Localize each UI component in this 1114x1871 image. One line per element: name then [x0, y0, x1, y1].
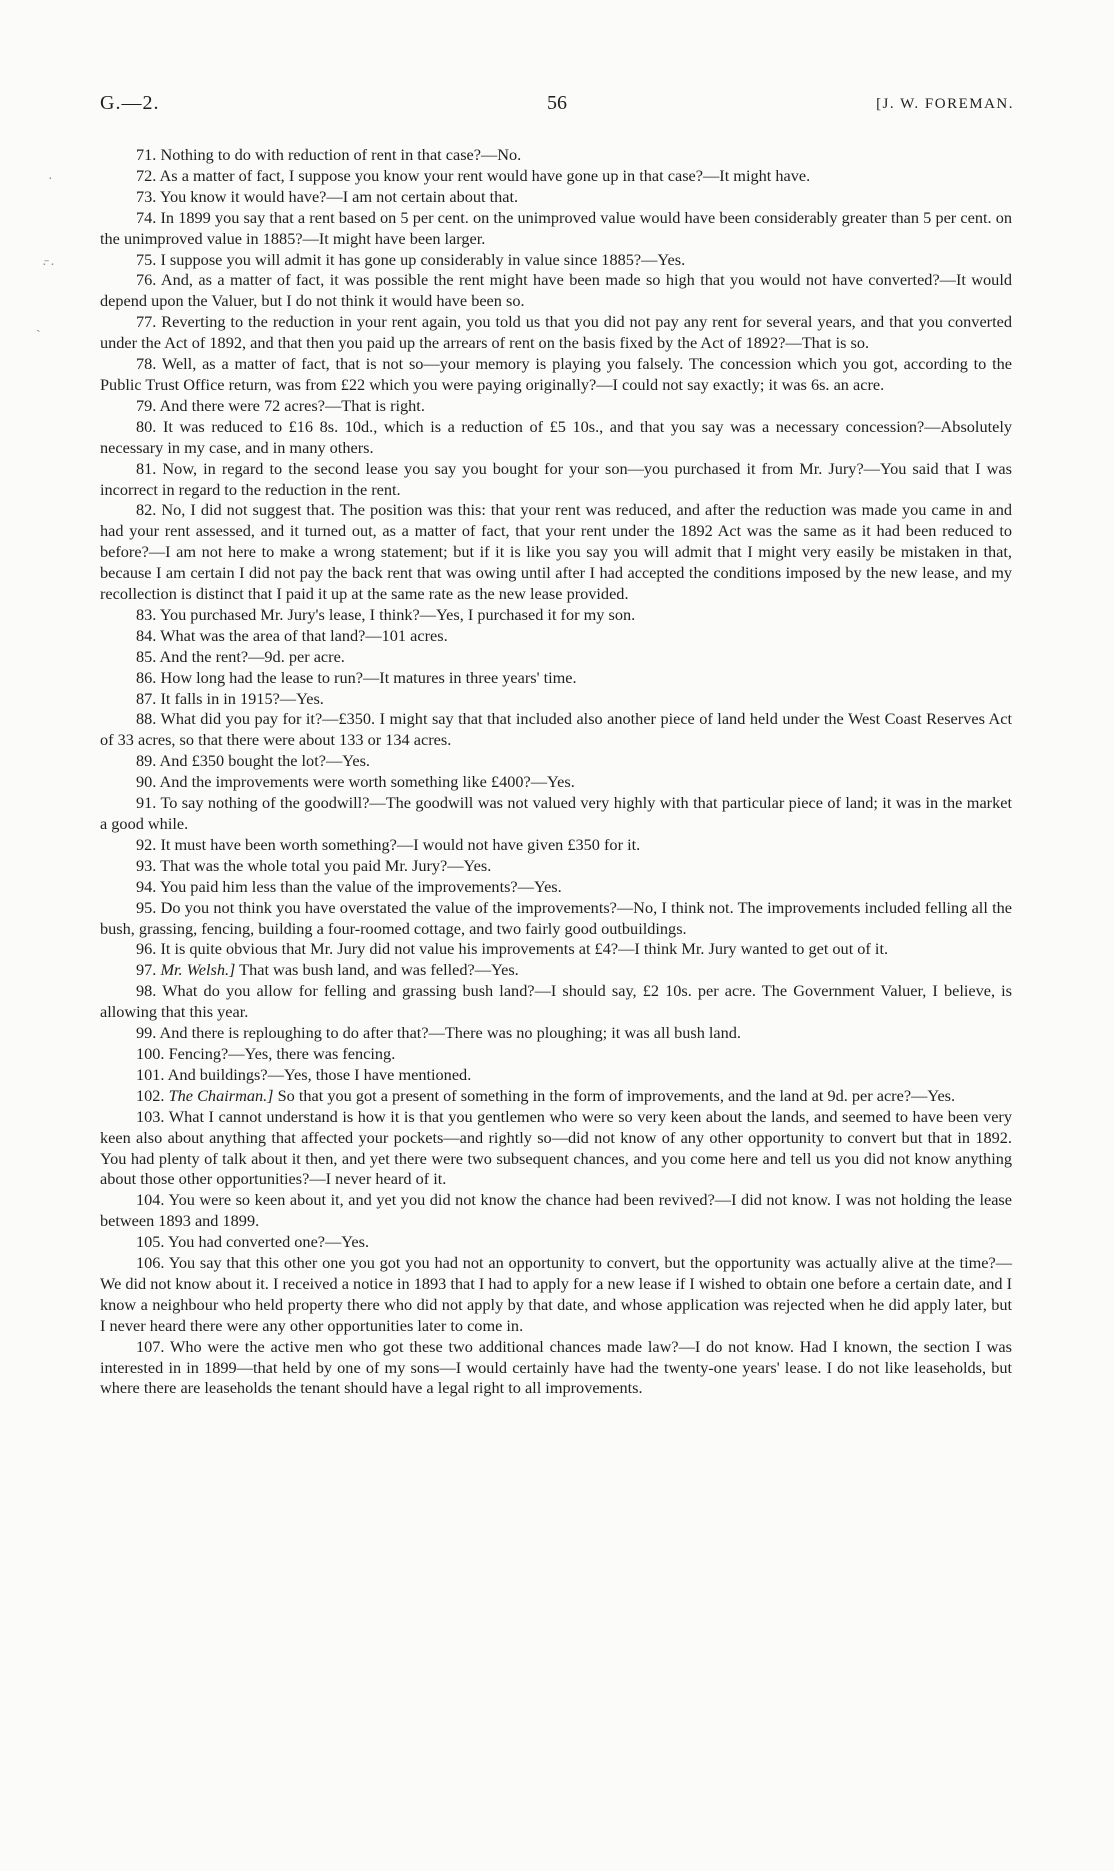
question-answer-paragraph	[100, 605, 1012, 626]
question-answer-text: Who were the active men who got these two additional chances made law?—I do not know. Had I known, the section I was interested in in 1899—that held by one of my sons—I would certainly have had the twenty-one years' lease. I do not like leaseholds, but where there are leaseholds the tenant should have a legal right to all improvements.	[100, 1336, 1012, 1398]
question-number: 82.	[136, 500, 157, 520]
question-answer-text: And buildings?—Yes, those I have mentioned.	[167, 1064, 472, 1084]
question-number: 106.	[136, 1253, 165, 1273]
question-number: 107.	[136, 1336, 165, 1356]
question-answer-paragraph	[100, 751, 1012, 772]
question-number: 71.	[136, 145, 157, 164]
question-answer-text: Do you not think you have overstated the value of the improvements?—No, I think not. The improvements included felling all the bush, grassing, fencing, building a four-roomed cottage, and two fairly good outbuildings.	[100, 897, 1012, 938]
question-number: 77.	[136, 312, 157, 332]
margin-mark: ·	[48, 172, 53, 187]
question-number: 73.	[136, 186, 157, 206]
question-answer-text: And the improvements were worth something like £400?—Yes.	[159, 772, 575, 792]
question-number: 98.	[136, 981, 157, 1001]
question-answer-paragraph	[100, 981, 1012, 1023]
question-answer-text: In 1899 you say that a rent based on 5 per cent. on the unimproved value would have been considerably greater than 5 per cent. on the unimproved value in 1885?—It might have been larger.	[100, 207, 1012, 248]
question-answer-text: You say that this other one you got you had not an opportunity to convert, but the opportunity was actually alive at the time?—We did not know about it. I received a notice in 1893 that I had to apply for a new lease if I wished to obtain one before a certain date, and I know a neighbour who held property there who did not apply by that date, and whose application was rejected when he did apply later, but I never heard there were any other opportunities later to come in.	[100, 1253, 1012, 1335]
question-answer-paragraph	[100, 877, 1012, 898]
question-answer-paragraph	[100, 312, 1012, 354]
question-answer-text: Well, as a matter of fact, that is not so—your memory is playing you falsely. The concession which you got, according to the Public Trust Office return, was from £22 which you were paying originally?—I could not say exactly; it was 6s. an acre.	[100, 354, 1013, 394]
question-answer-text: What was the area of that land?—101 acres.	[160, 625, 448, 645]
margin-mark: ˏ	[36, 318, 41, 333]
question-answer-text: You had converted one?—Yes.	[167, 1232, 370, 1252]
question-answer-paragraph	[100, 626, 1012, 647]
question-number: 94.	[136, 876, 157, 896]
question-answer-text: What did you pay for it?—£350. I might say that that included also another piece of land held under the West Coast Reserves Act of 33 acres, so that there were about 133 or 134 acres.	[100, 709, 1012, 750]
question-number: 92.	[136, 834, 157, 854]
question-answer-paragraph	[100, 939, 1012, 960]
question-number: 80.	[136, 416, 157, 436]
question-answer-paragraph	[100, 835, 1012, 856]
question-answer-text: So that you got a present of something in the form of improvements, and the land at 9d. per acre?—Yes.	[277, 1085, 956, 1105]
question-number: 78.	[136, 354, 157, 374]
testimony-body	[100, 145, 1012, 1399]
question-number: 91.	[136, 793, 157, 813]
question-number: 103.	[136, 1106, 165, 1126]
question-answer-text: As a matter of fact, I suppose you know your rent would have gone up in that case?—It might have.	[159, 165, 811, 185]
page-header	[100, 92, 1014, 122]
question-answer-paragraph	[100, 856, 1012, 877]
question-answer-text: It was reduced to £16 8s. 10d., which is a reduction of £5 10s., and that you say was a necessary concession?—Absolutely necessary in my case, and in many others.	[100, 416, 1012, 457]
question-answer-text: What do you allow for felling and grassing bush land?—I should say, £2 10s. per acre. The Government Valuer, I believe, is allowing that this year.	[100, 981, 1013, 1022]
question-answer-paragraph	[100, 772, 1012, 793]
witness-name: [J. W. FOREMAN.	[876, 96, 1014, 112]
question-number: 88.	[136, 709, 157, 729]
speaker-label: The Chairman.]	[168, 1085, 274, 1105]
question-number: 90.	[136, 772, 157, 792]
question-answer-text: You paid him less than the value of the improvements?—Yes.	[159, 876, 562, 896]
question-answer-paragraph	[100, 459, 1012, 501]
margin-mark: ·̄ ·	[42, 258, 55, 273]
question-number: 95.	[136, 897, 157, 917]
question-answer-paragraph	[100, 793, 1012, 835]
question-number: 81.	[136, 458, 157, 478]
question-answer-paragraph	[100, 145, 1012, 166]
question-answer-text: And £350 bought the lot?—Yes.	[159, 751, 370, 771]
question-answer-text: It is quite obvious that Mr. Jury did not value his improvements at £4?—I think Mr. Jury wanted to get out of it.	[160, 939, 889, 959]
question-number: 72.	[136, 165, 157, 185]
question-answer-text: Reverting to the reduction in your rent again, you told us that you did not pay any rent for several years, and that you converted under the Act of 1892, and that then you paid up the arrears of rent on the basis fixed by the Act of 1892?—That is so.	[100, 312, 1012, 353]
question-answer-paragraph	[100, 187, 1012, 208]
question-number: 85.	[136, 646, 157, 666]
question-answer-text: That was the whole total you paid Mr. Jury?—Yes.	[160, 855, 492, 875]
question-number: 86.	[136, 667, 157, 687]
question-answer-paragraph	[100, 1232, 1012, 1253]
question-number: 101.	[136, 1064, 165, 1084]
document-code: G.—2.	[100, 92, 160, 114]
question-number: 87.	[136, 688, 157, 708]
question-answer-paragraph	[100, 960, 1012, 981]
question-answer-text: It must have been worth something?—I would not have given £350 for it.	[160, 834, 641, 854]
question-number: 75.	[136, 249, 157, 269]
question-answer-text: I suppose you will admit it has gone up considerably in value since 1885?—Yes.	[160, 249, 686, 269]
question-answer-text: Fencing?—Yes, there was fencing.	[168, 1043, 396, 1063]
question-answer-paragraph	[100, 689, 1012, 710]
question-number: 79.	[136, 395, 157, 415]
question-number: 84.	[136, 625, 157, 645]
question-number: 104.	[136, 1190, 165, 1210]
question-answer-paragraph	[100, 270, 1012, 312]
question-answer-paragraph	[100, 1023, 1012, 1044]
question-answer-paragraph	[100, 250, 1012, 271]
question-number: 83.	[136, 604, 157, 624]
question-answer-text: It falls in in 1915?—Yes.	[160, 688, 324, 708]
speaker-label: Mr. Welsh.]	[160, 960, 236, 980]
question-answer-paragraph	[100, 1107, 1012, 1191]
question-number: 100.	[136, 1043, 165, 1063]
question-answer-text: You were so keen about it, and yet you did not know the chance had been revived?—I did not know. I was not holding the lease between 1893 and 1899.	[100, 1190, 1012, 1231]
question-answer-paragraph	[100, 709, 1012, 751]
question-answer-paragraph	[100, 647, 1012, 668]
question-answer-paragraph	[100, 1086, 1012, 1107]
question-answer-text: Now, in regard to the second lease you say you bought for your son—you purchased it from Mr. Jury?—You said that I was incorrect in regard to the reduction in the rent.	[100, 458, 1012, 499]
question-answer-paragraph	[100, 1065, 1012, 1086]
question-answer-paragraph	[100, 1253, 1012, 1337]
question-answer-paragraph	[100, 354, 1012, 396]
question-answer-text: And the rent?—9d. per acre.	[159, 646, 345, 666]
question-answer-text: No, I did not suggest that. The position was this: that your rent was reduced, and after the reduction was made you came in and had your rent assessed, and it turned out, as a matter of fact, that your rent under the 1892 Act was the same as it had been reduced to before?—I am not here to make a wrong statement; but if it is like you say you will admit that I might very easily be mistaken in that, because I am certain I did not pay the back rent that was owing until after I had accepted the conditions imposed by the new lease, and my recollection is distinct that I paid it up at the same rate as the new lease provided.	[100, 500, 1012, 604]
question-answer-paragraph	[100, 208, 1012, 250]
question-answer-text: And, as a matter of fact, it was possible the rent might have been made so high that you would not have converted?—It would depend upon the Valuer, but I do not think it would have been so.	[100, 270, 1012, 311]
question-number: 74.	[136, 207, 157, 227]
question-answer-paragraph	[100, 668, 1012, 689]
question-answer-paragraph	[100, 396, 1012, 417]
question-number: 102.	[136, 1085, 165, 1105]
question-answer-paragraph	[100, 1337, 1012, 1400]
question-answer-paragraph	[100, 500, 1012, 605]
question-number: 96.	[136, 939, 157, 959]
question-answer-paragraph	[100, 1044, 1012, 1065]
question-answer-text: To say nothing of the goodwill?—The goodwill was not valued very highly with that particular piece of land; it was in the market a good while.	[100, 793, 1012, 833]
question-answer-text: You know it would have?—I am not certain about that.	[159, 186, 519, 206]
question-answer-text: That was bush land, and was felled?—Yes.	[239, 960, 519, 980]
question-answer-text: You purchased Mr. Jury's lease, I think?—Yes, I purchased it for my son.	[159, 604, 636, 624]
question-answer-paragraph	[100, 1190, 1012, 1232]
question-number: 105.	[136, 1232, 165, 1252]
question-answer-text: And there were 72 acres?—That is right.	[159, 395, 425, 415]
question-number: 89.	[136, 751, 157, 771]
question-answer-text: How long had the lease to run?—It matures in three years' time.	[160, 667, 577, 687]
question-answer-text: What I cannot understand is how it is that you gentlemen who were so very keen about the lands, and seemed to have been very keen also about anything that affected your pockets—and rightly so—did not know of any other opportunity to convert but that in 1892. You had plenty of talk about it then, and yet there were two subsequent chances, and you come here and tell us you did not know anything about those other opportunities?—I never heard of it.	[100, 1106, 1012, 1189]
question-answer-paragraph	[100, 898, 1012, 940]
question-number: 97.	[136, 960, 157, 980]
question-number: 99.	[136, 1023, 157, 1043]
question-number: 76.	[136, 270, 157, 290]
question-number: 93.	[136, 855, 157, 875]
page-number: 56	[547, 92, 567, 114]
question-answer-text: And there is reploughing to do after that?—There was no ploughing; it was all bush land.	[159, 1023, 742, 1043]
question-answer-paragraph	[100, 417, 1012, 459]
question-answer-text: Nothing to do with reduction of rent in that case?—No.	[160, 145, 522, 164]
question-answer-paragraph	[100, 166, 1012, 187]
